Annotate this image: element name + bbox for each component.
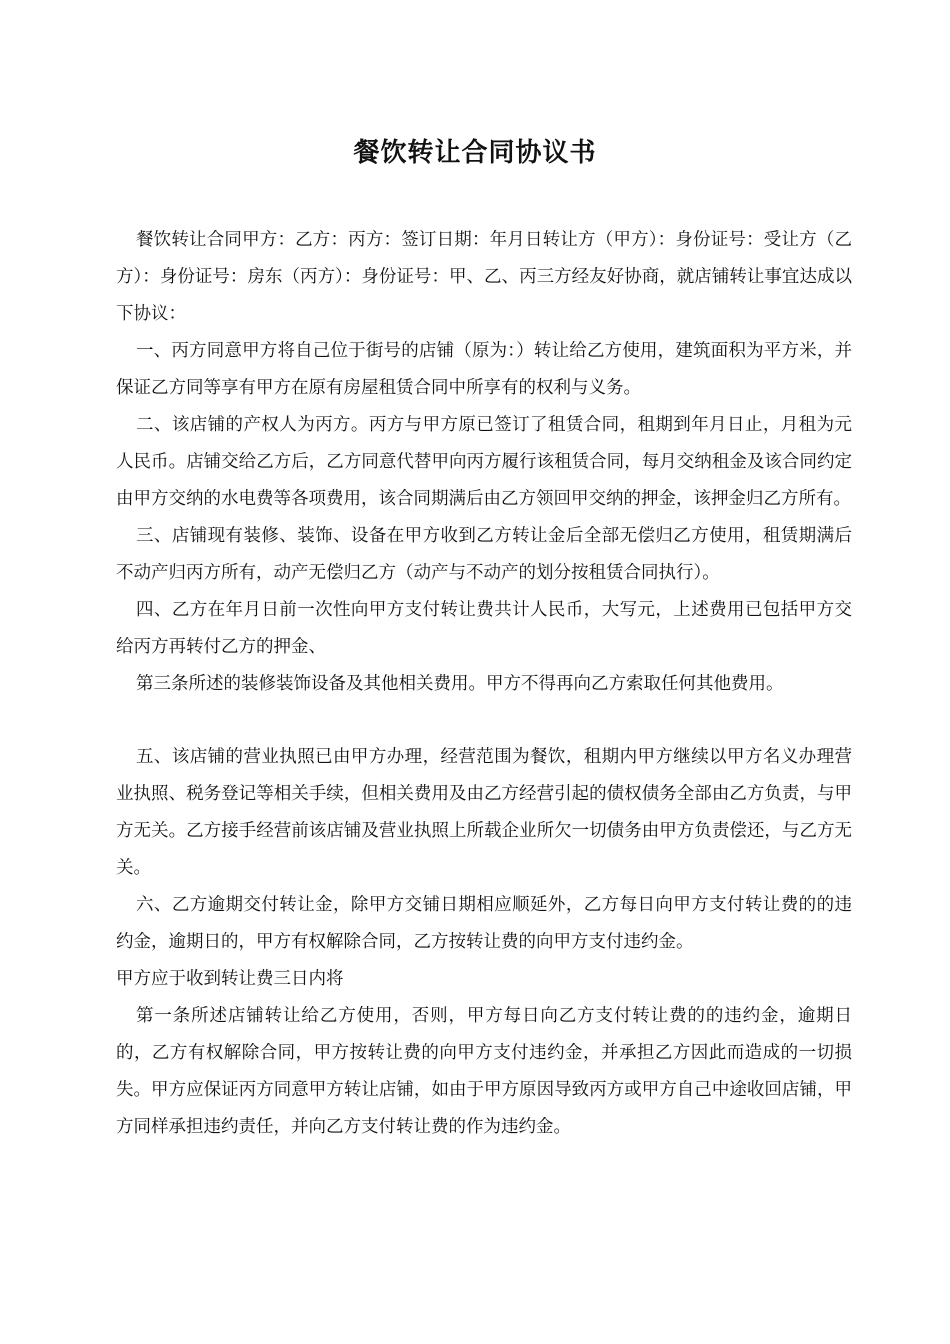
paragraph-clause-2: 二、该店铺的产权人为丙方。丙方与甲方原已签订了租赁合同，租期到年月日止，月租为元人民币。店铺交给乙方后，乙方同意代替甲向丙方履行该租赁合同，每月交纳租金及该合同约定由甲方交纳的水电费等各项费用，该合同期满后由乙方领回甲交纳的押金，该押金归乙方所有。 — [116, 415, 852, 509]
paragraph-clause-4: 四、乙方在年月日前一次性向甲方支付转让费共计人民币，大写元，上述费用已包括甲方交给丙方再转付乙方的押金、 — [116, 600, 852, 657]
paragraph-clause-1: 一、丙方同意甲方将自己位于街号的店铺（原为：）转让给乙方使用，建筑面积为平方米，并保证乙方同等享有甲方在原有房屋租赁合同中所享有的权利与义务。 — [116, 341, 852, 398]
document-body — [116, 222, 852, 1146]
paragraph-clause-6-continued: 甲方应于收到转让费三日内将 — [116, 969, 344, 989]
document-title: 餐饮转让合同协议书 — [353, 138, 597, 168]
paragraph-clause-6: 六、乙方逾期交付转让金，除甲方交铺日期相应顺延外，乙方每日向甲方支付转让费的的违约金，逾期日的，甲方有权解除合同，乙方按转让费的向甲方支付违约金。 — [116, 895, 852, 952]
paragraph-spacer — [116, 703, 852, 739]
paragraph-clause-3: 三、店铺现有装修、装饰、设备在甲方收到乙方转让金后全部无偿归乙方使用，租赁期满后不动产归丙方所有，动产无偿归乙方（动产与不动产的划分按租赁合同执行）。 — [116, 526, 852, 583]
paragraph-clause-6-final: 第一条所述店铺转让给乙方使用，否则，甲方每日向乙方支付转让费的的违约金，逾期日的，乙方有权解除合同，甲方按转让费的向甲方支付违约金，并承担乙方因此而造成的一切损失。甲方应保证丙方同意甲方转让店铺，如由于甲方原因导致丙方或甲方自己中途收回店铺，甲方同样承担违约责任，并向乙方支付转让费的作为违约金。 — [116, 1006, 852, 1137]
paragraph-clause-5: 五、该店铺的营业执照已由甲方办理，经营范围为餐饮，租期内甲方继续以甲方名义办理营业执照、税务登记等相关手续，但相关费用及由乙方经营引起的债权债务全部由乙方负责，与甲方无关。乙方接手经营前该店铺及营业执照上所载企业所欠一切债务由甲方负责偿还，与乙方无关。 — [116, 747, 852, 878]
paragraph-parties: 餐饮转让合同甲方：乙方：丙方：签订日期：年月日转让方（甲方）：身份证号：受让方（乙方）：身份证号：房东（丙方）：身份证号：甲、乙、丙三方经友好协商，就店铺转让事宜达成以下协议： — [116, 230, 852, 324]
paragraph-clause-4-continued: 第三条所述的装修装饰设备及其他相关费用。甲方不得再向乙方索取任何其他费用。 — [136, 674, 784, 694]
